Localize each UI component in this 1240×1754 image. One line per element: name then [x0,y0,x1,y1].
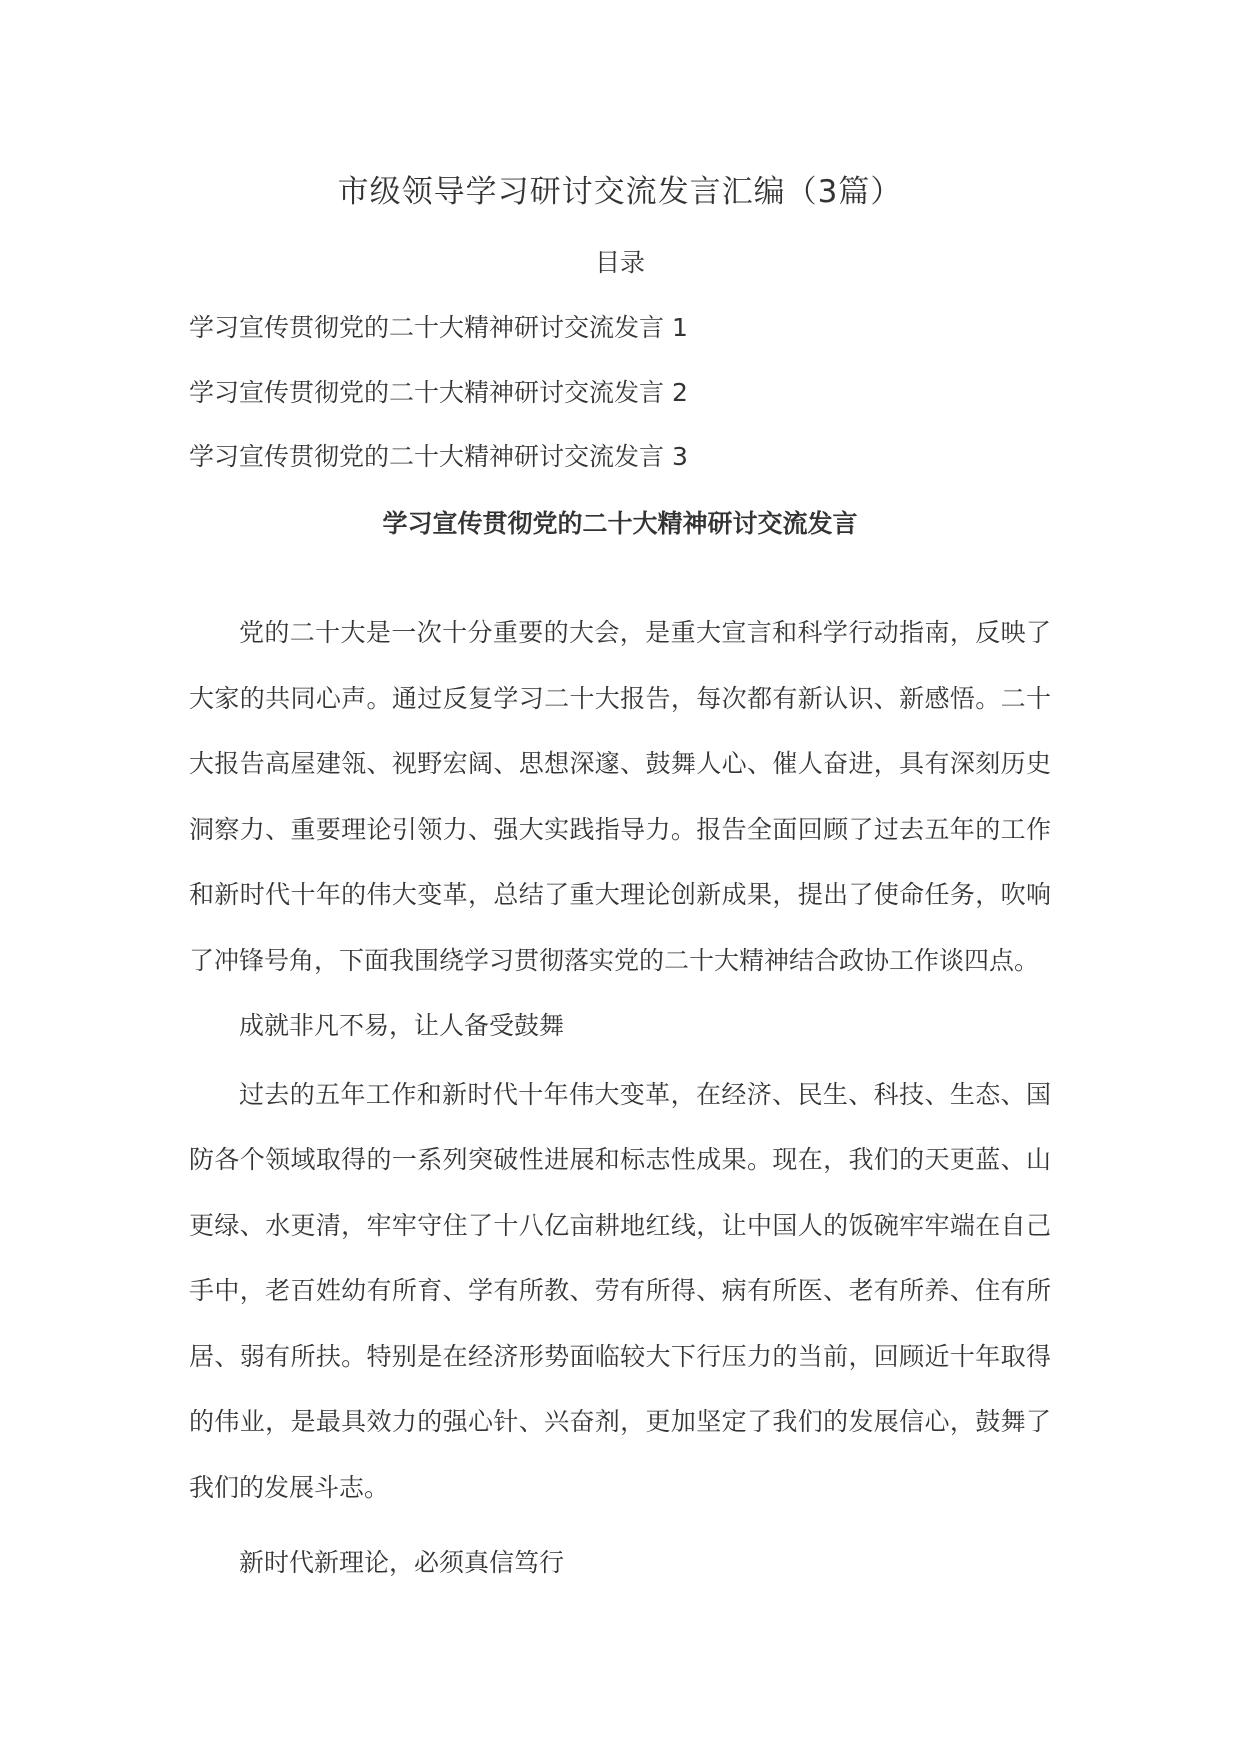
body-paragraph: 过去的五年工作和新时代十年伟大变革，在经济、民生、科技、生态、国防各个领域取得的一系列突破性进展和标志性成果。现在，我们的天更蓝、山更绿、水更清，牢牢守住了十八亿亩耕地红线，让中国人的饭碗牢牢端在自己手中，老百姓幼有所育、学有所教、劳有所得、病有所医、老有所养、住有所居、弱有所扶。特别是在经济形势面临较大下行压力的当前，回顾近十年取得的伟业，是最具效力的强心针、兴奋剂，更加坚定了我们的发展信心，鼓舞了我们的发展斗志。 [189,1079,1051,1502]
toc-item[interactable]: 学习宣传贯彻党的二十大精神研讨交流发言 2 [189,377,688,407]
subheading: 成就非凡不易，让人备受鼓舞 [239,1011,565,1040]
toc-item[interactable]: 学习宣传贯彻党的二十大精神研讨交流发言 1 [189,313,688,342]
document-body [189,600,1051,1596]
body-paragraph: 党的二十大是一次十分重要的大会，是重大宣言和科学行动指南，反映了大家的共同心声。通过反复学习二十大报告，每次都有新认识、新感悟。二十大报告高屋建瓴、视野宏阔、思想深邃、鼓舞人心、催人奋进，具有深刻历史洞察力、重要理论引领力、强大实践指导力。报告全面回顾了过去五年的工作和新时代十年的伟大变革，总结了重大理论创新成果，提出了使命任务，吹响了冲锋号角，下面我围绕学习贯彻落实党的二十大精神结合政协工作谈四点。 [189,618,1051,975]
document-title: 市级领导学习研讨交流发言汇编（3篇） [337,174,903,210]
subheading: 新时代新理论，必须真信笃行 [239,1548,565,1577]
toc-heading: 目录 [594,248,645,277]
table-of-contents [189,310,1089,504]
section-title: 学习宣传贯彻党的二十大精神研讨交流发言 [382,509,858,538]
toc-item[interactable]: 学习宣传贯彻党的二十大精神研讨交流发言 3 [189,442,688,471]
